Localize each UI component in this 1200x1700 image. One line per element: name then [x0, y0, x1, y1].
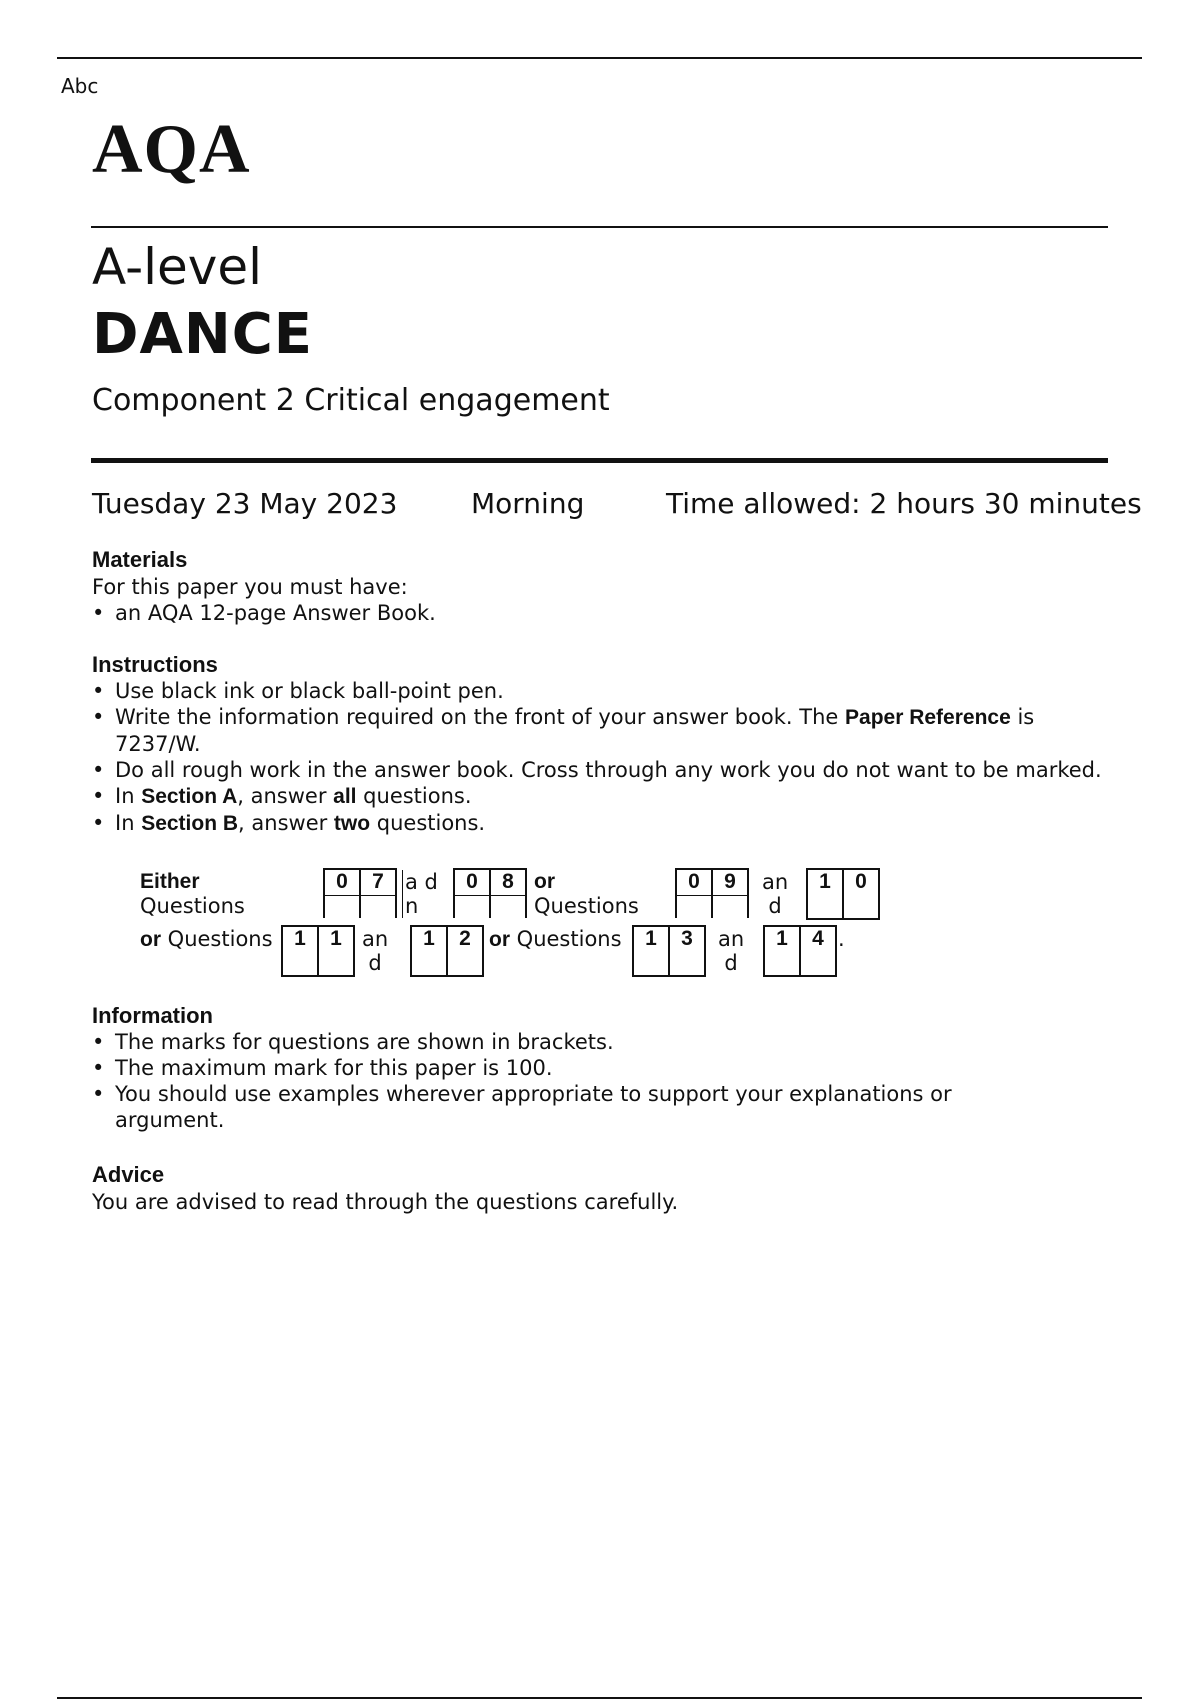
- question-box-07: 0 7: [323, 868, 397, 918]
- and-label: an d: [718, 927, 745, 975]
- either-label: Either: [140, 870, 200, 893]
- or-label: or: [534, 870, 555, 893]
- question-box-11: 1 1: [281, 925, 355, 977]
- list-item: • The marks for questions are shown in brackets.: [92, 1029, 1032, 1055]
- advice-heading: Advice: [92, 1162, 165, 1187]
- questions-label: Questions: [140, 894, 245, 918]
- list-item: • In Section B, answer two questions.: [92, 810, 1112, 837]
- list-item: • Do all rough work in the answer book. Cross through any work you do not want to be marked.: [92, 757, 1112, 783]
- advice-text: You are advised to read through the questions carefully.: [92, 1190, 679, 1214]
- period: .: [838, 927, 845, 951]
- list-item: • Write the information required on the front of your answer book. The Paper Reference is 7237/W.: [92, 704, 1112, 757]
- question-box-12: 1 2: [410, 925, 484, 977]
- information-list: [92, 1029, 1032, 1133]
- instructions-heading: Instructions: [92, 652, 218, 677]
- exam-date: Tuesday 23 May 2023: [92, 487, 398, 520]
- list-item: • In Section A, answer all questions.: [92, 783, 1112, 810]
- materials-list: [92, 600, 1112, 626]
- or-questions-label: or Questions: [140, 927, 273, 951]
- question-box-10: 1 0: [806, 868, 880, 920]
- question-box-14: 1 4: [763, 925, 837, 977]
- materials-intro: For this paper you must have:: [92, 575, 408, 599]
- list-item: • an AQA 12-page Answer Book.: [92, 600, 1112, 626]
- and-label: an d: [762, 870, 789, 918]
- instructions-list: [92, 678, 1112, 837]
- title-rule: [91, 226, 1108, 228]
- question-box-08: 0 8: [453, 868, 527, 918]
- information-heading: Information: [92, 1003, 213, 1028]
- section-rule: [91, 458, 1108, 463]
- list-item: • You should use examples wherever appropriate to support your explanations or argument.: [92, 1081, 1032, 1133]
- or-questions-label: or Questions: [489, 927, 622, 951]
- and-label: a d n: [402, 870, 438, 918]
- list-item: • Use black ink or black ball-point pen.: [92, 678, 1112, 704]
- time-allowed: Time allowed: 2 hours 30 minutes: [666, 487, 1142, 520]
- materials-heading: Materials: [92, 547, 188, 572]
- list-item: • The maximum mark for this paper is 100.: [92, 1055, 1032, 1081]
- exam-session: Morning: [471, 487, 585, 520]
- subject-title: DANCE: [92, 302, 314, 367]
- top-rule: [57, 57, 1142, 59]
- qualification-level: A-level: [92, 238, 263, 296]
- bottom-rule: [57, 1697, 1142, 1699]
- and-label: an d: [362, 927, 389, 975]
- header-tag: Abc: [61, 74, 99, 98]
- questions-label: Questions: [534, 894, 639, 918]
- question-box-09: 0 9: [675, 868, 749, 918]
- component-title: Component 2 Critical engagement: [92, 383, 610, 418]
- aqa-logo: AQA: [92, 111, 251, 188]
- question-box-13: 1 3: [632, 925, 706, 977]
